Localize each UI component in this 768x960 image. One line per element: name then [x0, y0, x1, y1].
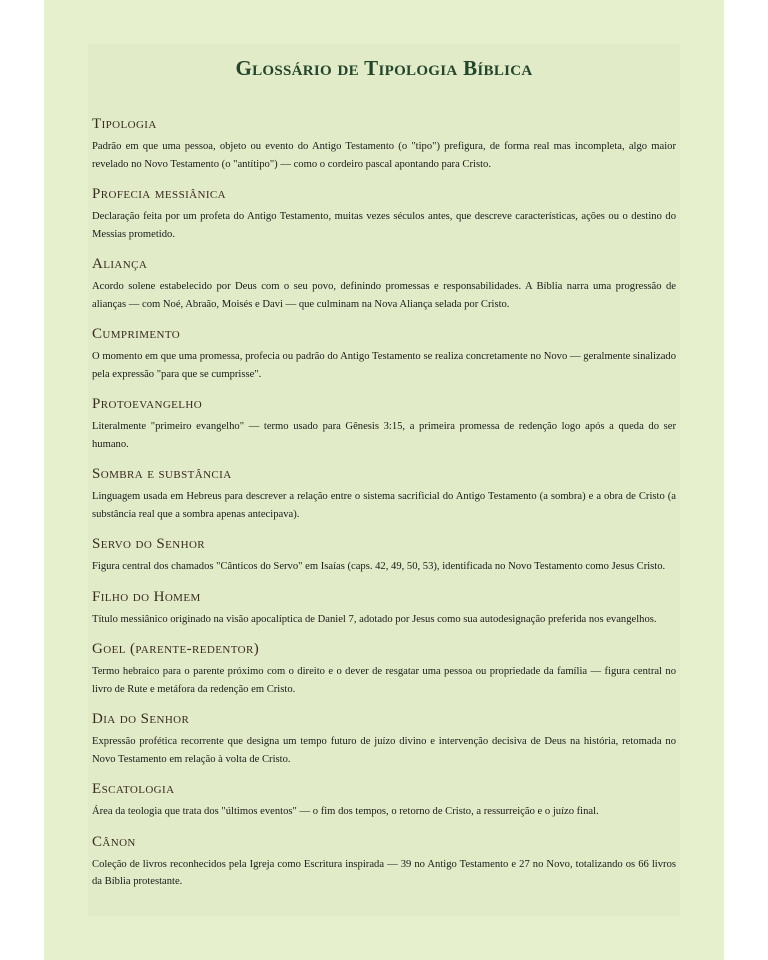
glossary-entry: [92, 588, 676, 629]
glossary-definition: Literalmente "primeiro evangelho" — termo usado para Gênesis 3:15, a primeira promessa de redenção logo após a queda do ser humano.: [92, 421, 676, 450]
glossary-definition: Título messiânico originado na visão apocalíptica de Daniel 7, adotado por Jesus como sua autodesignação preferida nos evangelhos.: [92, 613, 657, 625]
glossary-entry: [92, 185, 676, 243]
glossary-entry: [92, 833, 676, 891]
glossary-term: Aliança: [92, 256, 148, 272]
glossary-definition: Termo hebraico para o parente próximo com o direito e o dever de resgatar uma pessoa ou propriedade da família — figura central no livro de Rute e metáfora da redenção em Cristo.: [92, 666, 676, 695]
page-background: [44, 0, 724, 960]
glossary-entry: [92, 710, 676, 768]
glossary-panel: [88, 44, 680, 916]
glossary-entry: [92, 535, 676, 576]
glossary-term: Dia do Senhor: [92, 711, 190, 727]
glossary-definition: Acordo solene estabelecido por Deus com o seu povo, definindo promessas e responsabilidades. A Bíblia narra uma progressão de alianças — com Noé, Abraão, Moisés e Davi — que culminam na Nova Aliança selada por Cristo.: [92, 281, 676, 310]
glossary-term: Cumprimento: [92, 326, 181, 342]
glossary-term: Cânon: [92, 833, 136, 850]
glossary-definition: Linguagem usada em Hebreus para descrever a relação entre o sistema sacrificial do Antigo Testamento (a sombra) e a obra de Cristo (a substância real que a sombra apenas antecipava).: [92, 491, 676, 520]
glossary-term: Tipologia: [92, 116, 157, 132]
glossary-term: Sombra e substância: [92, 466, 232, 482]
glossary-term: Escatologia: [92, 781, 175, 797]
glossary-definition: Coleção de livros reconhecidos pela Igreja como Escritura inspirada — 39 no Antigo Testamento e 27 no Novo, totalizando os 66 livros da Bíblia protestante.: [92, 858, 676, 887]
glossary-entry: [92, 780, 676, 821]
glossary-entry: [92, 325, 676, 383]
glossary-definition: Área da teologia que trata dos "últimos eventos" — o fim dos tempos, o retorno de Cristo, a ressurreição e o juízo final.: [92, 806, 599, 817]
glossary-term: Profecia messiânica: [92, 186, 226, 202]
glossary-definition: Figura central dos chamados "Cânticos do Servo" em Isaías (caps. 42, 49, 50, 53), identificada no Novo Testamento como Jesus Cristo.: [92, 561, 666, 572]
glossary-term: Servo do Senhor: [92, 536, 206, 552]
glossary-entry: [92, 465, 676, 523]
glossary-list: [92, 115, 676, 891]
glossary-definition: O momento em que uma promessa, profecia ou padrão do Antigo Testamento se realiza concretamente no Novo — geralmente sinalizado pela expressão "para que se cumprisse".: [92, 351, 676, 380]
glossary-entry: [92, 640, 676, 698]
glossary-definition: Expressão profética recorrente que designa um tempo futuro de juízo divino e intervenção decisiva de Deus na história, retomada no Novo Testamento em relação à volta de Cristo.: [92, 736, 676, 765]
glossary-term: Filho do Homem: [92, 588, 201, 605]
glossary-term: Goel (parente-redentor): [92, 641, 260, 657]
glossary-entry: [92, 115, 676, 173]
glossary-definition: Padrão em que uma pessoa, objeto ou evento do Antigo Testamento (o "tipo") prefigura, de forma real mas incompleta, algo maior revelado no Novo Testamento (o "antítipo") — como o cordeiro pascal apontando para Cristo.: [92, 141, 676, 170]
glossary-definition: Declaração feita por um profeta do Antigo Testamento, muitas vezes séculos antes, que descreve características, ações ou o destino do Messias prometido.: [92, 211, 676, 240]
glossary-term: Protoevangelho: [92, 396, 203, 412]
page-title: Glossário de Tipologia Bíblica: [235, 56, 533, 80]
glossary-entry: [92, 255, 676, 313]
glossary-entry: [92, 395, 676, 453]
